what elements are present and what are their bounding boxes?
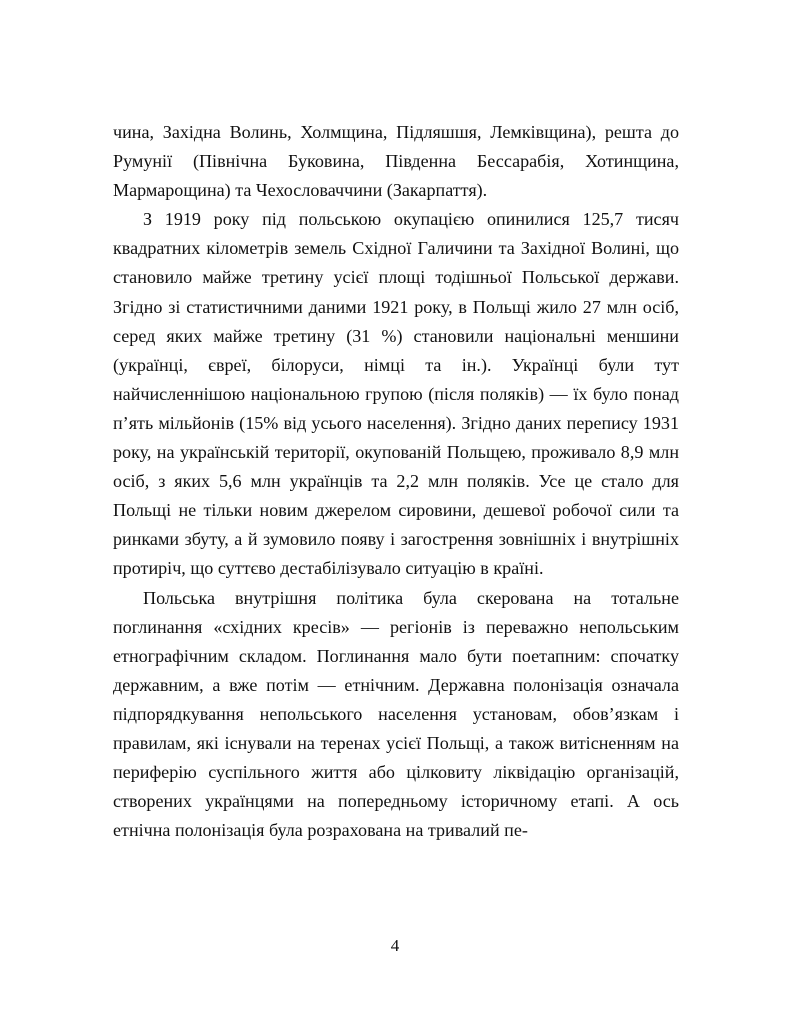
- page-number: 4: [390, 936, 400, 955]
- paragraph: Польська внутрішня політика була скерована на тотальне поглинання «східних кресів» — регіонів із переважно непольським етнографічним складом. Поглинання мало бути поетапним: спочатку державним, а вже потім — етнічним. Державна полонізація означала підпорядкування непольського населення установам, обов’язкам і правилам, які існували на теренах усієї Польщі, а також витісненням на периферію суспільного життя або цілковиту ліквідацію організацій, створених українцями на попередньому історичному етапі. А ось етнічна полонізація була розрахована на тривалий пе-: [113, 587, 679, 841]
- paragraph: чина, Західна Волинь, Холмщина, Підляшшя, Лемківщина), решта до Румунії (Північна Буковина, Південна Бессарабія, Хотинщина, Мармарощина) та Чехословаччини (Закарпаття).: [113, 122, 679, 201]
- page-text-body: [113, 118, 679, 845]
- paragraph: З 1919 року під польською окупацією опинилися 125,7 тисяч квадратних кілометрів земель Східної Галичини та Західної Волині, що становило майже третину усієї площі тодішньої Польської держави. Згідно зі статистичними даними 1921 року, в Польщі жило 27 млн осіб, серед яких майже третину (31 %) становили національні меншини (українці, євреї, білоруси, німці та ін.). Українці були тут найчисленнішою національною групою (після поляків) — їх було понад п’ять мільйонів (15% від усього населення). Згідно даних перепису 1931 року, на українській території, окупованій Польщею, проживало 8,9 млн осіб, з яких 5,6 млн українців та 2,2 млн поляків. Усе це стало для Польщі не тільки новим джерелом сировини, дешевої робочої сили та ринками збуту, а й зумовило появу і загострення зовнішніх і внутрішніх протиріч, що суттєво дестабілізувало ситуацію в країні.: [113, 209, 679, 579]
